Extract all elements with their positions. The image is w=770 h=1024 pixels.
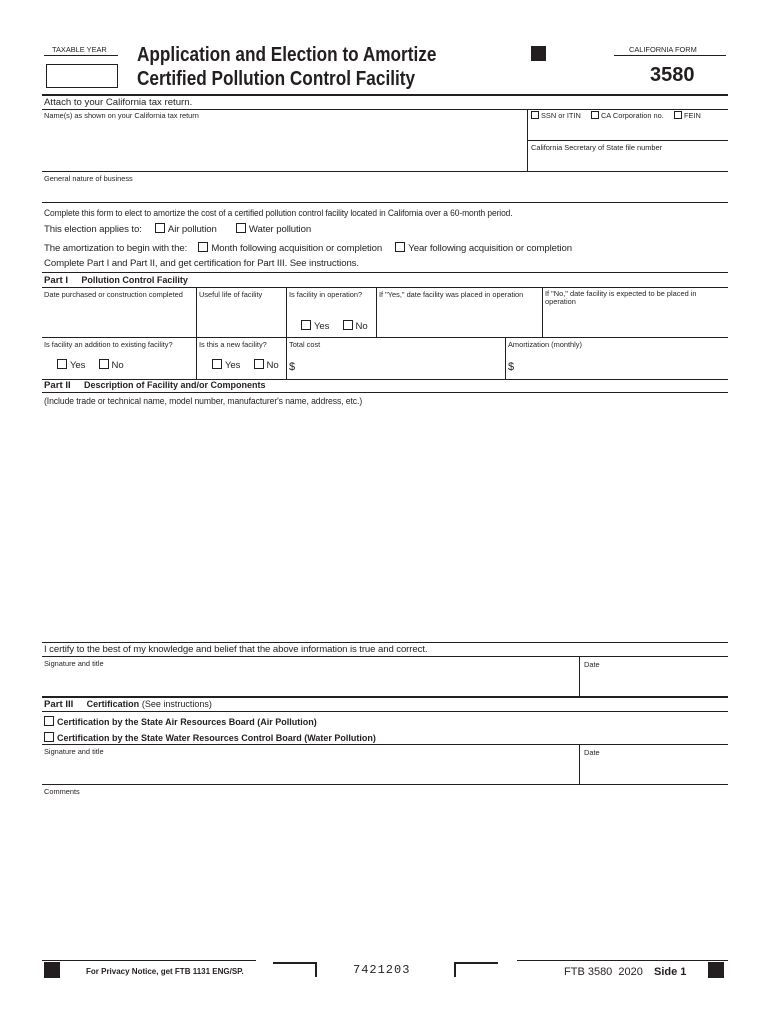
air-cert-label: Certification by the State Air Resources Board (Air Pollution): [57, 717, 317, 727]
useful-life-label: Useful life of facility: [199, 290, 263, 299]
amortization-input[interactable]: [517, 352, 725, 376]
sos-rule: [527, 140, 728, 141]
sos-input[interactable]: [530, 153, 726, 170]
comments-label: Comments: [44, 787, 80, 796]
water-cert-checkbox[interactable]: [44, 732, 54, 742]
part2-subtitle: (Include trade or technical name, model number, manufacturer's name, address, etc.): [44, 396, 363, 407]
p1-divider-a: [196, 287, 197, 337]
side-label: Side 1: [654, 966, 687, 978]
footer-rule-right: [517, 960, 728, 961]
tax-id-type-options: [531, 111, 701, 120]
part2-label: Part II: [44, 380, 71, 391]
air-pollution-checkbox[interactable]: [155, 223, 165, 233]
complete-note: Complete Part I and Part II, and get certification for Part III. See instructions.: [44, 258, 359, 269]
part2-signature-label: Signature and title: [44, 659, 104, 668]
part3-date-divider: [579, 744, 580, 784]
addition-yes-label: Yes: [70, 360, 86, 371]
business-bottom-rule: [42, 202, 728, 203]
date-purchased-input[interactable]: [44, 300, 194, 336]
barcode-bracket-left: [273, 962, 317, 977]
month-following-label: Month following acquisition or completion: [211, 243, 383, 254]
part1-heading-rule: [42, 287, 728, 288]
ca-corp-label: CA Corporation no.: [600, 111, 664, 120]
p1-divider-c: [376, 287, 377, 337]
amortization-begin-row: [44, 242, 572, 254]
p1-divider-b: [286, 287, 287, 337]
water-cert-row: [44, 732, 376, 743]
header-registration-mark: [531, 46, 546, 61]
part2-signature-input[interactable]: [44, 669, 576, 695]
new-facility-options: [212, 359, 279, 371]
new-no-checkbox[interactable]: [254, 359, 264, 369]
ca-corp-checkbox[interactable]: [591, 111, 599, 119]
useful-life-input[interactable]: [199, 300, 283, 336]
date-purchased-label: Date purchased or construction completed: [44, 290, 183, 299]
in-operation-no-checkbox[interactable]: [343, 320, 353, 330]
part3-title: Certification: [86, 699, 140, 709]
ssn-checkbox[interactable]: [531, 111, 539, 119]
new-no-label: No: [266, 360, 279, 371]
privacy-notice: For Privacy Notice, get FTB 1131 ENG/SP.: [86, 967, 244, 976]
form-title-line2: Certified Pollution Control Facility: [137, 68, 416, 90]
part3-sig-rule: [42, 744, 728, 745]
new-yes-checkbox[interactable]: [212, 359, 222, 369]
signature-top-rule: [42, 656, 728, 657]
p1-divider-e: [196, 337, 197, 379]
part3-heading: [44, 699, 212, 710]
tax-id-input[interactable]: [530, 121, 726, 139]
business-input[interactable]: [44, 184, 726, 201]
begin-label: The amortization to begin with the:: [44, 243, 188, 254]
footer-registration-mark-left: [44, 962, 60, 978]
id-top-rule: [42, 109, 728, 110]
fein-checkbox[interactable]: [674, 111, 682, 119]
air-pollution-label: Air pollution: [167, 224, 217, 235]
part3-heading-rule: [42, 711, 728, 712]
part3-top-rule: [42, 696, 728, 698]
in-operation-yes-label: Yes: [314, 321, 330, 332]
comments-textarea[interactable]: [44, 797, 726, 947]
air-cert-checkbox[interactable]: [44, 716, 54, 726]
footer-rule-left: [42, 960, 256, 961]
year-following-checkbox[interactable]: [395, 242, 405, 252]
description-textarea[interactable]: [44, 410, 726, 640]
form-id: FTB 3580 2020: [564, 966, 643, 978]
part3-signature-label: Signature and title: [44, 747, 104, 756]
taxable-year-label: TAXABLE YEAR: [52, 45, 107, 54]
air-cert-row: [44, 716, 317, 727]
total-cost-dollar: $: [289, 361, 296, 373]
new-yes-label: Yes: [225, 360, 241, 371]
part2-heading: [44, 380, 266, 391]
total-cost-label: Total cost: [289, 340, 321, 349]
names-label: Name(s) as shown on your California tax return: [44, 111, 199, 120]
applies-label: This election applies to:: [44, 224, 142, 235]
barcode-number: 7421203: [353, 963, 411, 977]
part3-date-input[interactable]: [582, 757, 726, 783]
part2-heading-rule: [42, 392, 728, 393]
part2-date-input[interactable]: [582, 669, 726, 695]
in-operation-options: [301, 320, 368, 332]
part1-heading: [44, 275, 188, 286]
california-form-label: CALIFORNIA FORM: [629, 45, 697, 54]
amortization-dollar: $: [508, 361, 515, 373]
water-cert-label: Certification by the State Water Resources Control Board (Water Pollution): [57, 733, 376, 743]
amortization-label: Amortization (monthly): [508, 340, 582, 349]
part1-label: Part I: [44, 275, 68, 286]
year-following-label: Year following acquisition or completion: [408, 243, 572, 254]
addition-label: Is facility an addition to existing facility?: [44, 340, 173, 349]
business-label: General nature of business: [44, 174, 133, 183]
form-number: 3580: [650, 64, 695, 86]
ssn-label: SSN or ITIN: [541, 111, 581, 120]
in-operation-no-label: No: [355, 321, 368, 332]
form-title-line1: Application and Election to Amortize: [137, 44, 437, 66]
p1-divider-f: [286, 337, 287, 379]
fein-label: FEIN: [683, 111, 701, 120]
p1-divider-g: [505, 337, 506, 379]
addition-options: [57, 359, 124, 371]
part3-title-note: (See instructions): [141, 699, 212, 709]
part3-signature-input[interactable]: [44, 757, 576, 783]
part2-date-label: Date: [584, 660, 600, 669]
in-operation-yes-checkbox[interactable]: [301, 320, 311, 330]
intro-line1: Complete this form to elect to amortize the cost of a certified pollution control facility located in California over a 60-month period.: [44, 208, 513, 219]
taxable-year-underline: [44, 55, 118, 56]
part3-date-label: Date: [584, 748, 600, 757]
header-rule: [42, 94, 728, 96]
certify-top-rule: [42, 642, 728, 643]
election-applies-row: [44, 223, 311, 235]
if-yes-date-input[interactable]: [379, 300, 539, 336]
addition-no-checkbox[interactable]: [99, 359, 109, 369]
total-cost-input[interactable]: [298, 352, 502, 376]
part2-title: Description of Facility and/or Components: [84, 380, 266, 390]
certify-text: I certify to the best of my knowledge and belief that the above information is true and correct.: [44, 644, 428, 655]
if-yes-date-label: If "Yes," date facility was placed in operation: [379, 290, 524, 299]
taxable-year-input[interactable]: [46, 64, 118, 88]
in-operation-label: Is facility in operation?: [289, 290, 363, 299]
part1-title: Pollution Control Facility: [81, 275, 188, 285]
addition-yes-checkbox[interactable]: [57, 359, 67, 369]
month-following-checkbox[interactable]: [198, 242, 208, 252]
california-form-underline: [614, 55, 726, 56]
part2-date-divider: [579, 656, 580, 696]
part1-row-rule: [42, 337, 728, 338]
water-pollution-label: Water pollution: [248, 224, 312, 235]
business-top-rule: [42, 171, 728, 172]
part1-top-rule: [42, 272, 728, 273]
new-facility-label: Is this a new facility?: [199, 340, 267, 349]
comments-top-rule: [42, 784, 728, 785]
sos-label: California Secretary of State file number: [531, 143, 663, 152]
part3-label: Part III: [44, 699, 74, 710]
if-no-date-input[interactable]: [545, 308, 725, 336]
attach-note: Attach to your California tax return.: [44, 97, 193, 108]
if-no-date-label: If "No," date facility is expected to be placed in operation: [545, 289, 697, 306]
barcode-bracket-right: [454, 962, 498, 977]
footer-registration-mark-right: [708, 962, 724, 978]
addition-no-label: No: [111, 360, 124, 371]
p1-divider-d: [542, 287, 543, 337]
water-pollution-checkbox[interactable]: [236, 223, 246, 233]
names-input[interactable]: [44, 121, 524, 171]
